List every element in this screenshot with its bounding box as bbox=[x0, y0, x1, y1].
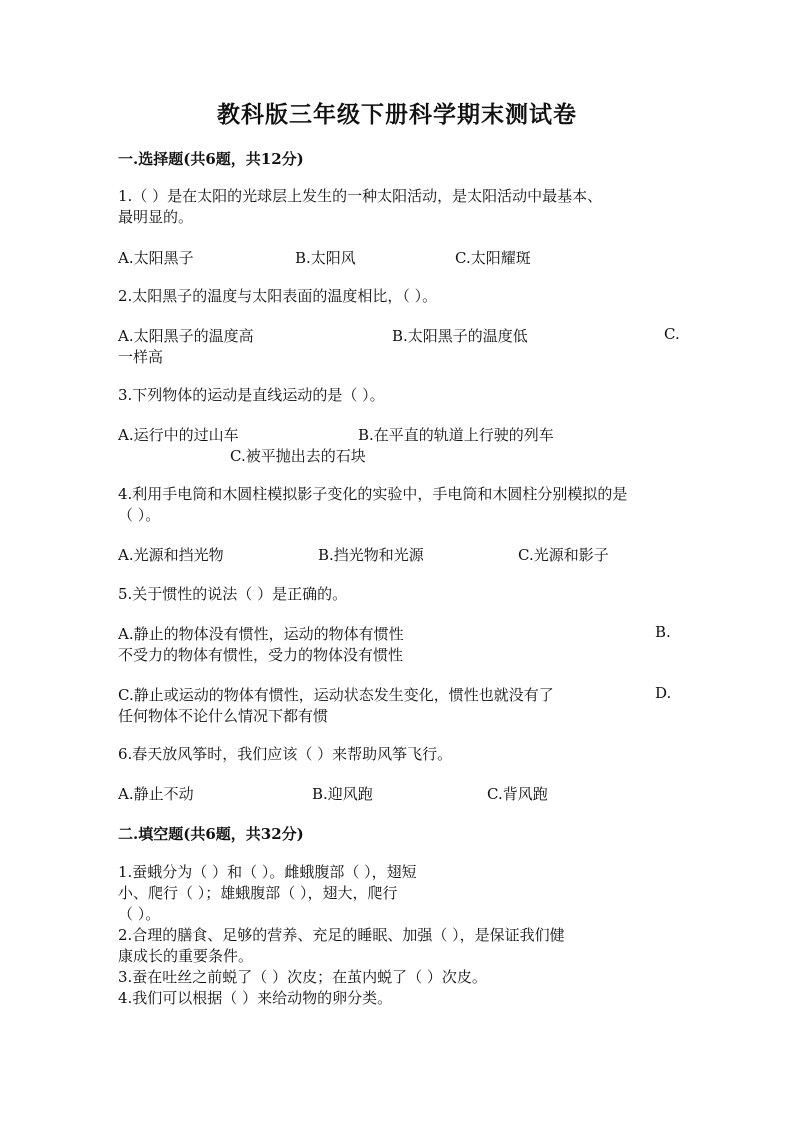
question-5-text: 5.关于惯性的说法（ ）是正确的。 bbox=[118, 585, 348, 603]
section-header-fill-blank: 二.填空题(共6题，共32分) bbox=[118, 825, 304, 843]
q5-option-d-label: D. bbox=[655, 684, 672, 702]
page-title: 教科版三年级下册科学期末测试卷 bbox=[217, 101, 577, 128]
q1-option-b: B.太阳风 bbox=[295, 249, 356, 267]
q5-option-a: A.静止的物体没有惯性，运动的物体有惯性 bbox=[118, 625, 404, 643]
q5-option-b-label: B. bbox=[655, 623, 671, 641]
q1-option-a: A.太阳黑子 bbox=[118, 249, 194, 267]
q6-option-a: A.静止不动 bbox=[118, 785, 194, 803]
q2-option-c-label: C. bbox=[664, 325, 680, 343]
q2-option-c-text: 一样高 bbox=[118, 348, 164, 366]
fill-question-1-text-cont: 小、爬行（ ）；雄蛾腹部（ ），翅大，爬行 bbox=[118, 884, 398, 902]
fill-question-1-text: 1.蚕蛾分为（ ）和（ ）。雌蛾腹部（ ），翅短 bbox=[118, 863, 417, 881]
q4-option-a: A.光源和挡光物 bbox=[118, 546, 224, 564]
question-1-text-cont: 最明显的。 bbox=[118, 208, 194, 226]
q4-option-c: C.光源和影子 bbox=[518, 546, 609, 564]
q6-option-c: C.背风跑 bbox=[487, 785, 548, 803]
q5-option-b-text: 不受力的物体有惯性，受力的物体没有惯性 bbox=[118, 646, 404, 664]
question-2-text: 2.太阳黑子的温度与太阳表面的温度相比，（ ）。 bbox=[118, 287, 438, 305]
fill-question-2-text-cont: 康成长的重要条件。 bbox=[118, 947, 254, 965]
q1-option-c: C.太阳耀斑 bbox=[455, 249, 531, 267]
q4-option-b: B.挡光物和光源 bbox=[318, 546, 424, 564]
question-3-text: 3.下列物体的运动是直线运动的是（ ）。 bbox=[118, 386, 385, 404]
question-4-text: 4.利用手电筒和木圆柱模拟影子变化的实验中，手电筒和木圆柱分别模拟的是 bbox=[118, 485, 628, 503]
fill-question-3-text: 3.蚕在吐丝之前蜕了（ ）次皮；在茧内蜕了（ ）次皮。 bbox=[118, 968, 487, 986]
q5-option-c: C.静止或运动的物体有惯性，运动状态发生变化，惯性也就没有了 bbox=[118, 686, 554, 704]
q2-option-a: A.太阳黑子的温度高 bbox=[118, 327, 254, 345]
q6-option-b: B.迎风跑 bbox=[312, 785, 373, 803]
section-header-choice: 一.选择题(共6题，共12分) bbox=[118, 150, 304, 168]
fill-question-4-text: 4.我们可以根据（ ）来给动物的卵分类。 bbox=[118, 989, 393, 1007]
q3-option-a: A.运行中的过山车 bbox=[118, 426, 239, 444]
question-1-text: 1.（ ）是在太阳的光球层上发生的一种太阳活动，是太阳活动中最基本、 bbox=[118, 187, 603, 205]
q5-option-d-text: 任何物体不论什么情况下都有惯 bbox=[118, 707, 329, 725]
q3-option-b: B.在平直的轨道上行驶的列车 bbox=[358, 426, 554, 444]
question-4-text-cont: （ ）。 bbox=[118, 506, 161, 524]
question-6-text: 6.春天放风筝时，我们应该（ ）来帮助风筝飞行。 bbox=[118, 745, 453, 763]
q2-option-b: B.太阳黑子的温度低 bbox=[392, 327, 528, 345]
fill-question-2-text: 2.合理的膳食、足够的营养、充足的睡眠、加强（ ），是保证我们健 bbox=[118, 926, 565, 944]
fill-question-1-text-cont2: （ ）。 bbox=[118, 905, 161, 923]
q3-option-c: C.被平抛出去的石块 bbox=[230, 447, 366, 465]
